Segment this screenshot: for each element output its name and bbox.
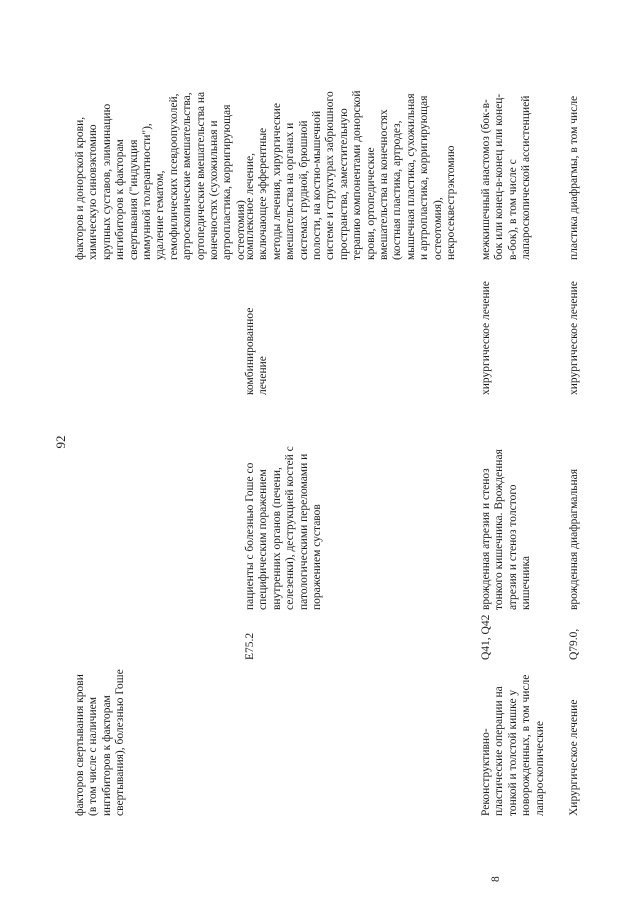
- treatment-method-cell: комплексное лечение, включающее эфферентные методы лечения, хирургические вмешательства на органах и системах грудной, брюшной полости, на костно-мышечной системе и структурах забрюшного пространства, заместительную терапию компонентами донорской крови, ортопедические вмешательства на конечностях (костная пластика, артродез, мышечная пластика, сухожильная и артропластика, корригирующая остеотомия), некросеквестрэктомию: [244, 90, 458, 260]
- method-name-cell: Хирургическое лечение: [568, 699, 580, 816]
- treatment-method-cell: факторов и донорской крови, химическую синовэктомию крупных суставов, элиминацию ингибиторов к факторам свертывания ("индукция иммунной толерантности"), удаление гематом, гемофилических псевдоопухолей, артроскопические вмешательства, ортопедические вмешательства на конечностях (сухожильная и артропластика, корригирующая остеотомия): [74, 91, 247, 260]
- treatment-method-cell: межкишечный анастомоз (бок-в- бок или конец-в-конец или конец- в-бок), в том числе с лапароскопической ассистенцией: [480, 93, 533, 260]
- treatment-type-cell: хирургическое лечение: [480, 281, 492, 395]
- page-number: 92: [53, 435, 68, 449]
- icd-code-cell: Q41, Q42: [480, 614, 492, 660]
- icd-code-cell: E75.2: [244, 632, 256, 660]
- patient-model-cell: врожденная диафрагмальная: [568, 468, 580, 610]
- treatment-method-cell: пластика диафрагмы, в том числе: [568, 95, 580, 260]
- patient-model-cell: пациенты с болезнью Гоше со специфическим поражением внутренних органов (печени, селезенки), деструкцией костей с патологическими переломами и поражением суставов: [244, 446, 324, 610]
- patient-model-cell: врожденная атрезия и стеноз тонкого кишечника. Врожденная атрезия и стеноз толстого кишечника: [480, 449, 533, 610]
- method-name-cell: Реконструктивно- пластические операции на тонкой и толстой кишке у новорожденных, в том числе лапароскопические: [480, 674, 546, 816]
- method-name-cell: факторов свертывания крови (в том числе с наличием ингибиторов к факторам свертывания), болезнью Гоше: [74, 669, 127, 816]
- treatment-type-cell: комбинированное лечение: [244, 307, 270, 395]
- icd-code-cell: Q79.0,: [568, 628, 580, 660]
- row-number-cell: 8: [490, 876, 502, 882]
- treatment-type-cell: хирургическое лечение: [568, 281, 580, 395]
